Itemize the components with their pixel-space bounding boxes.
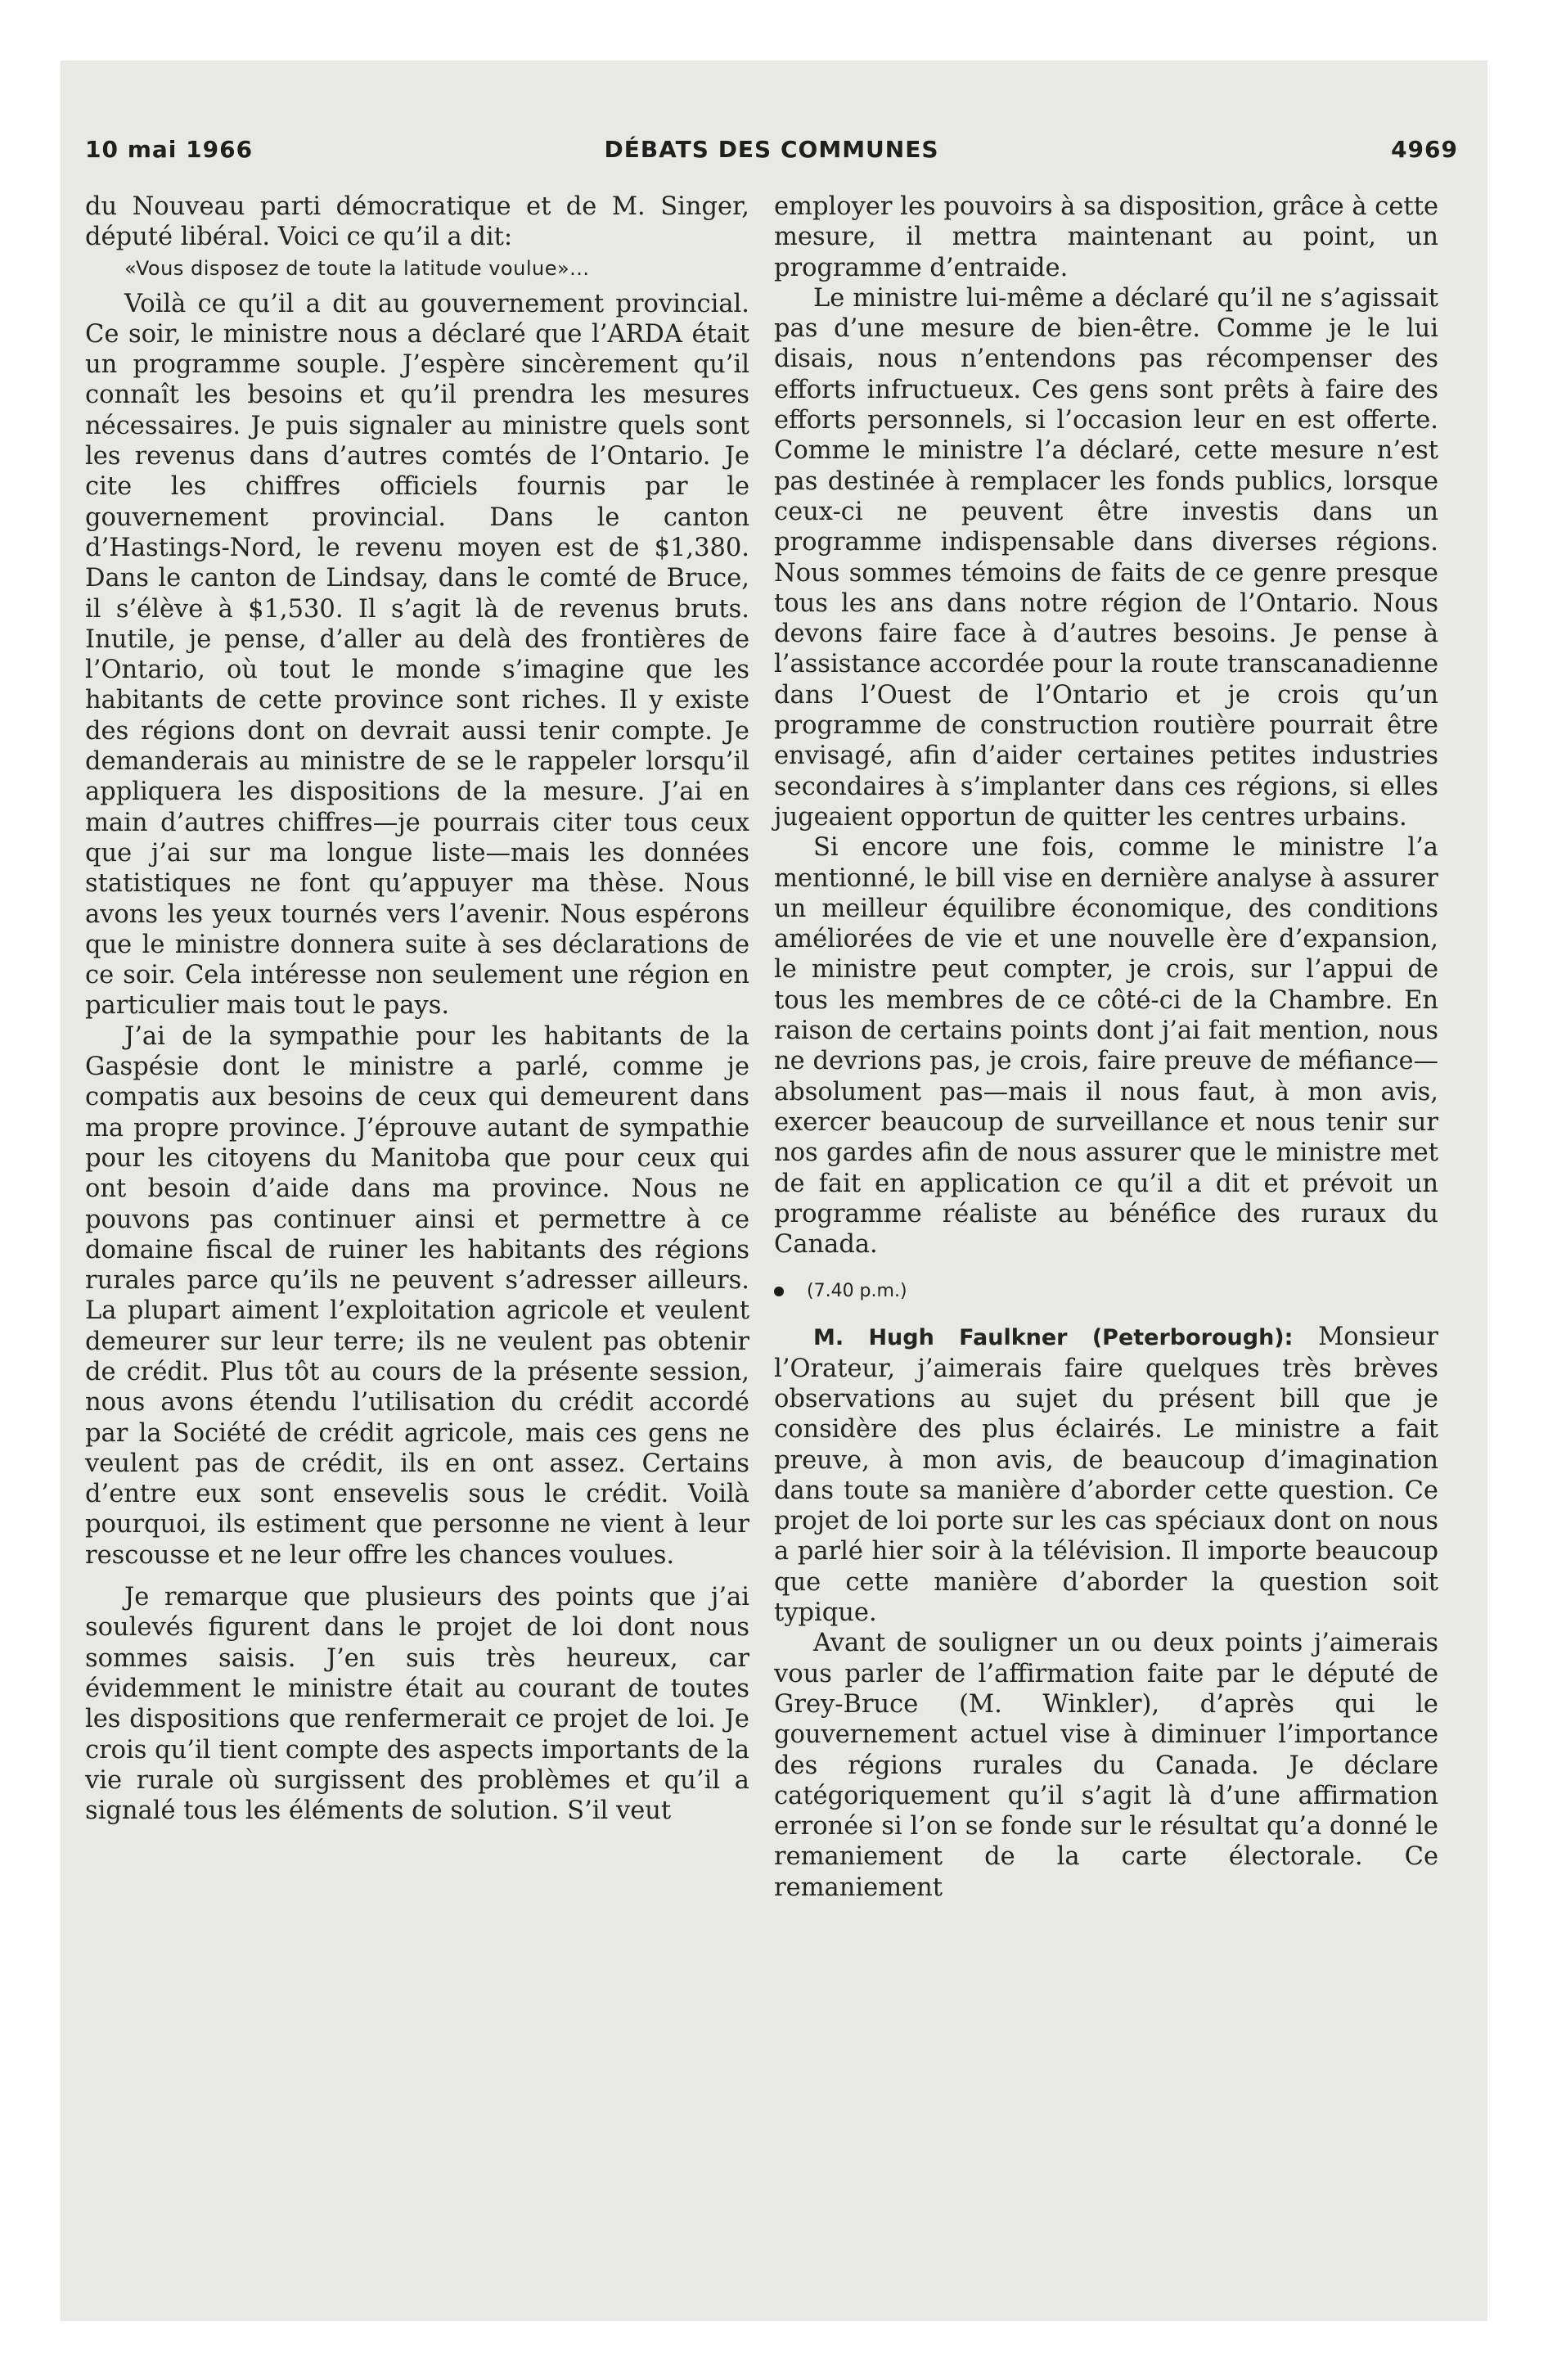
left-paragraph-1: du Nouveau parti démocratique et de M. Singer, député libéral. Voici ce qu’il a dit: <box>85 192 749 252</box>
header-date: 10 mai 1966 <box>85 136 254 163</box>
bullet-icon <box>774 1287 784 1296</box>
right-paragraph-1: employer les pouvoirs à sa disposition, grâce à cette mesure, il mettra maintenant au point, un programme d’entraide. <box>774 192 1438 282</box>
speaker-text: Monsieur l’Orateur, j’aimerais faire quelques très brèves observations au sujet du présent bill que je considère des plus éclairés. Le ministre a fait preuve, à mon avis, de beaucoup d’imagination dans toute sa manière d’aborder cette question. Ce projet de loi porte sur les cas spéciaux dont on nous a parlé hier soir à la télévision. Il importe beaucoup que cette manière d’aborder la question soit typique. <box>774 1323 1438 1628</box>
running-head <box>85 136 1458 169</box>
right-paragraph-3: Si encore une fois, comme le ministre l’a mentionné, le bill vise en dernière analyse à assurer un meilleur équilibre économique, des conditions améliorées de vie et une nouvelle ère d’expansion, le ministre peut compter, je crois, sur l’appui de tous les membres de ce côté-ci de la Chambre. En raison de certains points dont j’ai fait mention, nous ne devrions pas, je crois, faire preuve de méfiance—absolument pas—mais il nous faut, à mon avis, exercer beaucoup de surveillance et nous tenir sur nos gardes afin de nous assurer que le ministre met de fait en application ce qu’il a dit et prévoit un programme réaliste au bénéfice des ruraux du Canada. <box>774 833 1438 1260</box>
left-column <box>85 192 749 1826</box>
header-title: DÉBATS DES COMMUNES <box>604 136 939 163</box>
header-page-number: 4969 <box>1391 136 1458 163</box>
left-paragraph-3: J’ai de la sympathie pour les habitants de la Gaspésie dont le ministre a parlé, comme je compatis aux besoins de ceux qui demeurent dans ma propre province. J’éprouve autant de sympathie pour les citoyens du Manitoba que pour ceux qui ont besoin d’aide dans ma province. Nous ne pouvons pas continuer ainsi et permettre à ce domaine fiscal de ruiner les habitants des régions rurales parce qu’ils ne peuvent s’adresser ailleurs. La plupart aiment l’exploitation agricole et veulent demeurer sur leur terre; ils ne veulent pas obtenir de crédit. Plus tôt au cours de la présente session, nous avons étendu l’utilisation du crédit accordé par la Société de crédit agricole, mais ces gens ne veulent pas de crédit, ils en ont assez. Certains d’entre eux sont ensevelis sous le crédit. Voilà pourquoi, ils estiment que personne ne vient à leur rescousse et ne leur offre les chances voulues. <box>85 1021 749 1570</box>
page-inner <box>61 61 1487 2321</box>
right-paragraph-2: Le ministre lui-même a déclaré qu’il ne s’agissait pas d’une mesure de bien-être. Comme je le lui disais, nous n’entendons pas récompenser des efforts infructueux. Ces gens sont prêts à faire des efforts personnels, si l’occasion leur en est offerte. Comme le ministre l’a déclaré, cette mesure n’est pas destinée à remplacer les fonds publics, lorsque ceux-ci ne peuvent être investis dans un programme indispensable dans diverses régions. Nous sommes témoins de faits de ce genre presque tous les ans dans notre région de l’Ontario. Nous devons faire face à d’autres besoins. Je pense à l’assistance accordée pour la route transcanadienne dans l’Ouest de l’Ontario et je crois qu’un programme de construction routière pourrait être envisagé, afin d’aider certaines petites industries secondaires à s’implanter dans ces régions, si elles jugeaient opportun de quitter les centres urbains. <box>774 283 1438 832</box>
time-text: (7.40 p.m.) <box>807 1281 907 1302</box>
left-quote: «Vous disposez de toute la latitude voulue»... <box>124 256 590 280</box>
right-paragraph-4 <box>774 1322 1438 1628</box>
right-column <box>774 192 1438 1903</box>
time-marker <box>774 1278 1438 1305</box>
left-paragraph-4: Je remarque que plusieurs des points que j’ai soulevés figurent dans le projet de loi dont nous sommes saisis. J’en suis très heureux, car évidemment le ministre était au courant de toutes les dispositions que renfermerait ce projet de loi. Je crois qu’il tient compte des aspects importants de la vie rurale où surgissent des problèmes et qu’il a signalé tous les éléments de solution. S’il veut <box>85 1583 749 1826</box>
speaker-name: M. Hugh Faulkner (Peterborough): <box>813 1325 1294 1351</box>
page-sheet <box>61 61 1487 2321</box>
right-paragraph-5: Avant de souligner un ou deux points j’aimerais vous parler de l’affirmation faite par le député de Grey-Bruce (M. Winkler), d’après qui le gouvernement actuel vise à diminuer l’importance des régions rurales du Canada. Je déclare catégoriquement qu’il s’agit là d’une affirmation erronée si l’on se fonde sur le résultat qu’a donné le remaniement de la carte électorale. Ce remaniement <box>774 1629 1438 1902</box>
left-paragraph-2: Voilà ce qu’il a dit au gouvernement provincial. Ce soir, le ministre nous a déclaré que l’ARDA était un programme souple. J’espère sincèrement qu’il connaît les besoins et qu’il prendra les mesures nécessaires. Je puis signaler au ministre quels sont les revenus dans d’autres comtés de l’Ontario. Je cite les chiffres officiels fournis par le gouvernement provincial. Dans le canton d’Hastings-Nord, le revenu moyen est de $1,380. Dans le canton de Lindsay, dans le comté de Bruce, il s’élève à $1,530. Il s’agit là de revenus bruts. Inutile, je pense, d’aller au delà des frontières de l’Ontario, où tout le monde s’imagine que les habitants de cette province sont riches. Il y existe des régions dont on devrait aussi tenir compte. Je demanderais au ministre de se le rappeler lorsqu’il appliquera les dispositions de la mesure. J’ai en main d’autres chiffres—je pourrais citer tous ceux que j’ai sur ma longue liste—mais les données statistiques ne font qu’appuyer ma thèse. Nous avons les yeux tournés vers l’avenir. Nous espérons que le ministre donnera suite à ses déclarations de ce soir. Cela intéresse non seulement une région en particulier mais tout le pays. <box>85 289 749 1021</box>
